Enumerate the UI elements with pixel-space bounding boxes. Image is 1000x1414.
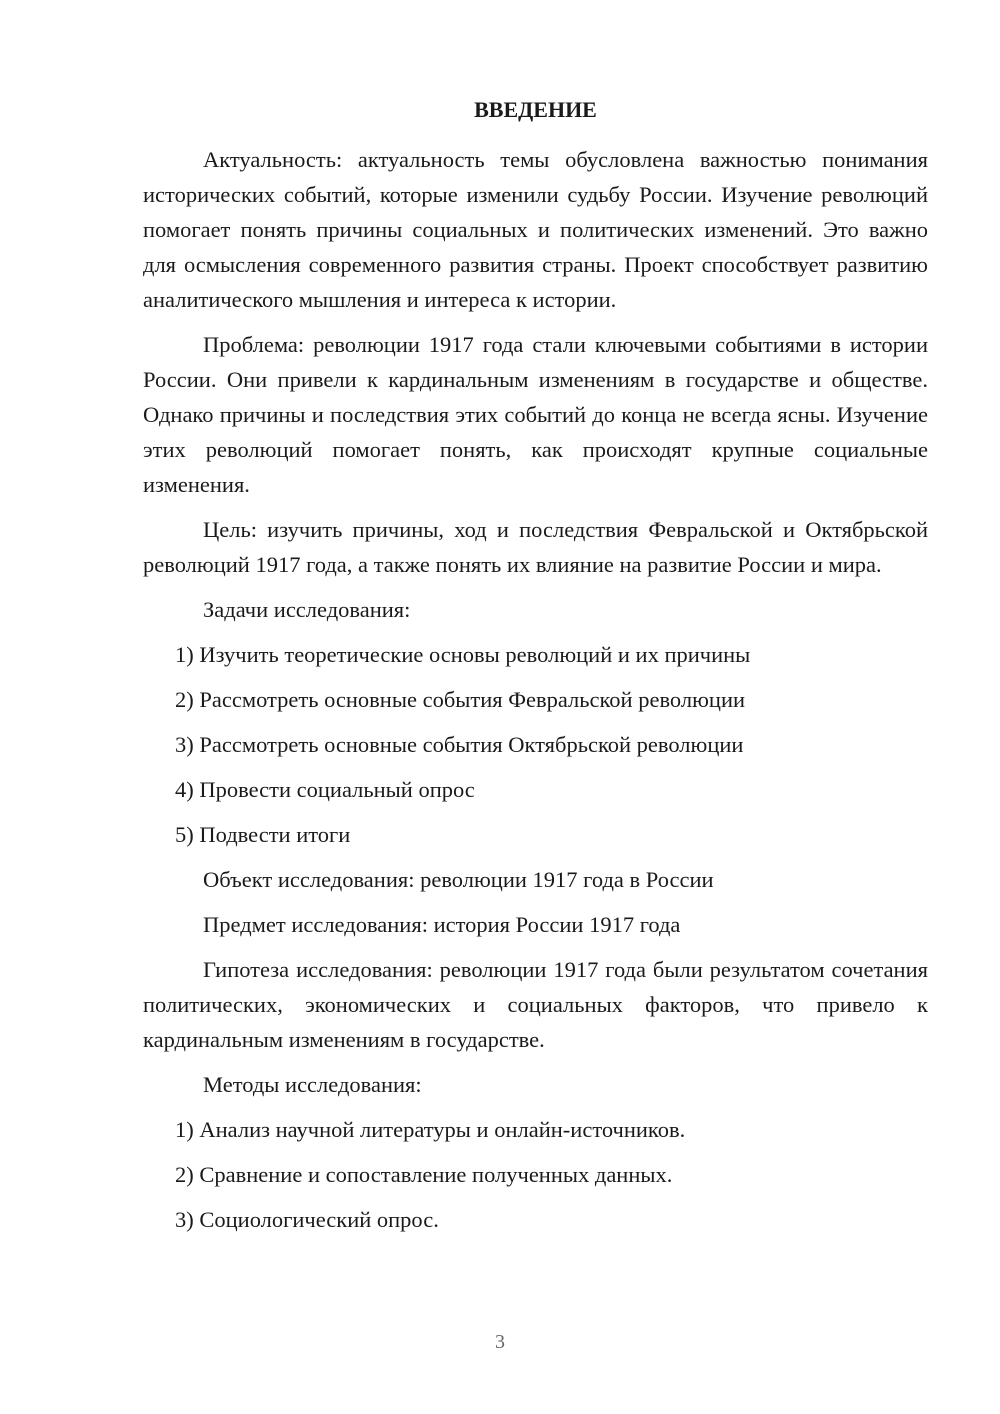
method-item: 2) Сравнение и сопоставление полученных данных. [175,1162,673,1187]
task-item: 4) Провести социальный опрос [175,777,475,802]
hypothesis-paragraph: Гипотеза исследования: революции 1917 года были результатом сочетания политических, экономических и социальных факторов, что привело к кардинальным изменениям в государстве. [143,957,928,1052]
tasks-heading: Задачи исследования: [203,597,411,622]
task-item: 1) Изучить теоретические основы революций и их причины [175,642,751,667]
task-item: 5) Подвести итоги [175,822,351,847]
method-item: 3) Социологический опрос. [175,1207,439,1232]
task-item: 3) Рассмотреть основные события Октябрьской революции [175,732,744,757]
task-item: 2) Рассмотреть основные события Февральской революции [175,687,746,712]
goal-paragraph: Цель: изучить причины, ход и последствия Февральской и Октябрьской революций 1917 года, а также понять их влияние на развитие России и мира. [143,517,928,577]
relevance-paragraph: Актуальность: актуальность темы обусловлена важностью понимания исторических событий, которые изменили судьбу России. Изучение революций помогает понять причины социальных и политических изменений. Это важно для осмысления современного развития страны. Проект способствует развитию аналитического мышления и интереса к истории. [143,147,928,312]
methods-heading: Методы исследования: [203,1072,422,1097]
research-subject: Предмет исследования: история России 1917 года [203,912,681,937]
problem-paragraph: Проблема: революции 1917 года стали ключевыми событиями в истории России. Они привели к кардинальным изменениям в государстве и обществе. Однако причины и последствия этих событий до конца не всегда ясны. Изучение этих революций помогает понять, как происходят крупные социальные изменения. [143,332,928,497]
research-object: Объект исследования: революции 1917 года в России [203,867,714,892]
document-page [143,92,928,1247]
page-number: 3 [495,1331,505,1353]
method-item: 1) Анализ научной литературы и онлайн-источников. [175,1117,686,1142]
section-title: ВВЕДЕНИЕ [474,97,597,122]
